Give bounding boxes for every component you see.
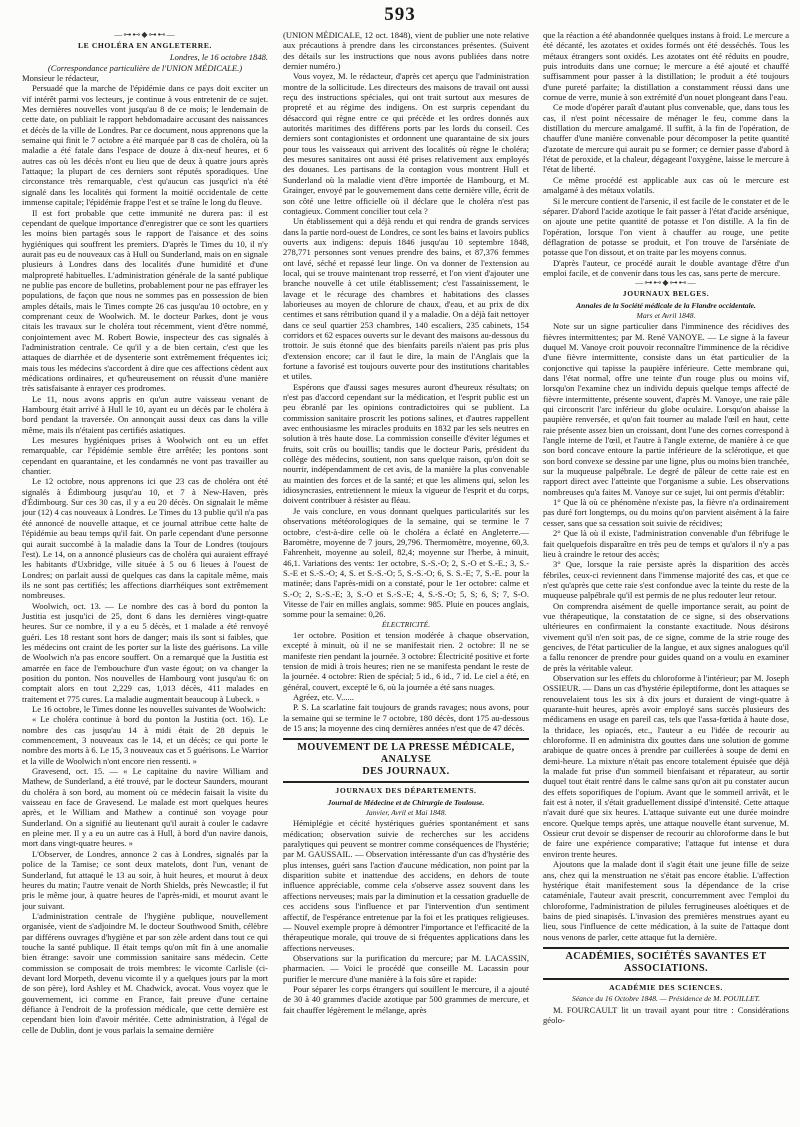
paragraph: « Le choléra continue à bord du ponton la Justitia (oct. 16). Le nombre des cas jusqu'au 14 à midi était de 28 depuis le commencement, 3 nouveaux cas le 14, et un décès; ce qui porte le nombre des morts à 6. Le 15, 3 nouveaux cas et 5 guérisons. Le Warrior et la ville de Woolwich n'ont encore rien ressenti. » [22,714,268,766]
column-3 [543,30,789,1120]
paragraph: M. FOURCAULT lit un travail ayant pour titre : Considérations géolo- [543,1004,789,1025]
sub-heading: JOURNAUX DES DÉPARTEMENTS. [335,786,477,796]
journal-date: Mars et Avril 1848. [636,310,696,320]
page-number: 593 [384,4,416,25]
academy-heading: ACADÉMIE DES SCIENCES. [609,982,723,992]
paragraph: L'Observer, de Londres, annonce 2 cas à Londres, signalés par la police de la Tamise; ce sont deux matelots, dont l'un, venant de Sunderland, fut attaqué le 13 au soir, à huit heures, et mourut à deux heures du matin; l'autre venait de North Shields, près Newcastle; il fut pris le même jour, à quatre heures de l'après-midi, et mourut avant le jour suivant. [22,848,268,911]
paragraph: Woolwich, oct. 13. — Le nombre des cas à bord du ponton la Justitia est jusqu'ici de 25, dont 6 dans les dernières vingt-quatre heures. Sur ce nombre, il y a eu 5 décès, et 1 malade a été renvoyé guéri. Les 18 restant sont hors de danger; mais ils sont si faibles, que les médecins ont craint de les porter sur la liste des guérisons. La ville de Woolwich n'a pas encore souffert. On a remarqué que la Justitia est amarrée en face de l'embouchure d'un vaste égout; on va changer la position du ponton. Nos nouvelles de Hambourg vont jusqu'au 6: on comptait alors en tout 2,229 cas, 1,013 décès, 411 malades en traitement et 775 cures. La maladie augmentait beaucoup à Lubeck. » [22,600,268,704]
paragraph: Persuadé que la marche de l'épidémie dans ce pays doit exciter un vif intérêt parmi vos lecteurs, je continue à vous entretenir de ce sujet. Mes dernières nouvelles vont jusqu'au 8 de ce mois; le lendemain de cette date, on publiait le rapport hebdomadaire accusant des naissances et décès de la ville de Londres. Par ce document, nous apprenons que la semaine qui finit le 7 octobre a été marquée par 8 cas de choléra, où la maladie a été fatale dans l'espace de douze à dix-neuf heures, et 6 autres cas où les décès n'ont eu lieu que de deux à quatre jours après l'attaque; la plupart de ces derniers sont réputés sporadiques. Une circonstance très remarquable, c'est qu'aucun cas jusqu'ici n'a été signalé dans les localités qui forment la moitié occidentale de cette immense capitale; l'épidémie frappe l'est et se traîne le long du fleuve. [22,83,268,208]
section-heading-line: MOUVEMENT DE LA PRESSE MÉDICALE, ANALYSE [297,742,515,766]
paragraph: L'administration centrale de l'hygiène publique, nouvellement organisée, vient de s'adjoindre M. le docteur Southwood Smith, célèbre par différens ouvrages d'hygiène et par son zèle ardent dans tout ce qui touche la santé publique. Il était temps qu'on mît fin à une anomalie bien étrange: savoir une commission sanitaire sans médecin. Cette commission se composait de trois membres: le vicomte Carlisle (ci-devant lord Morpeth, devenu vicomte il y a quelques jours par la mort de son père), lord Ashley et M. Chadwick, avocat. Vous voyez que le gouvernement, ici comme en France, fait preuve d'une certaine défiance à l'endroit de la profession médicale, que cette dernière est cependant bien loin d'avoir méritée. Cette administration, à l'égal de celle de Dublin, dont je vous parlais la semaine dernière [22,910,268,1035]
paragraph: Observation sur les effets du chloroforme à l'intérieur; par M. Joseph OSSIEUR. — Dans un cas d'hystérie épileptiforme, dont les attaques se renouvelaient tous les six à dix jours et duraient de vingt-quatre à quarante-huit heures, après avoir employé sans succès plusieurs des médicamens en usage en pareil cas, tels que l'assa-fœtida à haute dose, la thridace, les opiacés, etc., l'auteur a eu l'idée de recourir au chloroforme. Il en administra dix gouttes dans une solution de gomme arabique de quatre onces à prendre par cuillerées à soupe de demi en demi-heure. La mixture n'était pas encore totalement épuisée que déjà la malade fut prise d'un sommeil bienfaisant et réparateur, au sortir duquel tout était rentré dans le calme sans qu'on ait pu constater aucun des effets soporifiques de l'opium. Avant que le sommeil arrivât, et le fait est à noter, il s'était graduellement dissipé d'intensité. Cette attaque n'avait duré que six heures. L'attaque suivante eut une durée moindre encore. Quelque temps après, une attaque nouvelle étant survenue, M. Ossieur crut devoir se dispenser de recourir au chloroforme dans le but de faire une expérience comparative; l'attaque fut intense et dura environ trente heures. [543,672,789,859]
paragraph: Observations sur la purification du mercure; par M. LACASSIN, pharmacien. — Voici le procédé que conseille M. Lacassin pour purifier le mercure d'une manière à la fois sûre et rapide: [283,952,529,984]
section-heading [283,738,529,783]
section-heading [543,947,789,980]
paragraph: Ce mode d'opérer paraît d'autant plus convenable, que, dans tous les cas, il n'est point nécessaire de ménager le feu, comme dans la distillation du mercure amalgamé. Il suffit, à la fin de l'opération, de chauffer d'une manière convenable pour décomposer la petite quantité d'azotate de mercure qui aurait pu se former; ce dernier passe d'abord à l'état de peroxide, et la chaleur, dégageant l'oxygène, laisse le mercure à l'état de liberté. [543,102,789,175]
paragraph: Les mesures hygiéniques prises à Woolwich ont eu un effet remarquable, car l'épidémie semble être arrêtée; les pontons sont cependant en quarantaine, et les condamnés ne vont pas travailler au chantier. [22,435,268,477]
paragraph: Note sur un signe particulier dans l'imminence des récidives des fièvres intermittentes; par M. René VANOYE. — Le signe à la faveur duquel M. Vanoye croit pouvoir reconnaître l'imminence de la récidive d'une fièvre intermittente, consiste dans un état particulier de la conjonctive qui tapisse la paupière inférieure. Cette membrane qui, dans l'état normal, offre une teinte d'un rouge plus ou moins vif, lorsqu'on l'examine chez un individu depuis quelque temps affecté de fièvre intermittente, présente souvent, d'après M. Vanoye, une raie pâle qui circonscrit l'arc inférieur du globe oculaire. Lorsqu'on abaisse la paupière renversée, et qu'on fait tourner au malade l'œil en haut, cette raie présente assez bien un croissant, dont l'une des cornes correspond à l'angle interne de l'œil, et l'autre à l'angle externe, de manière à ce que son bord concave entoure la partie inférieure de la sclérotique, et que son bord convexe se dessine par une ligne, plus ou moins bien tranchée, sur la muqueuse palpébrale. Le degré de pâleur de cette raie est en rapport direct avec l'atteinte que l'organisme a subie. Les observations nombreuses qu'a faites M. Vanoye sur ce sujet, lui ont permis d'établir: [543,321,789,497]
journal-title: Journal de Médecine et de Chirurgie de Toulouse. [327,797,485,807]
signature-line: Agréez, etc. V...... [293,692,354,702]
paragraph: que la réaction a été abandonnée quelques instans à froid. Le mercure a été décanté, les azotates et oxides formés ont été desséchés. Tous les métaux étrangers sont oxidés. Les azotates ont été réduits en poudre, puis introduits dans une cornue; le mercure a été ajouté et chauffé suffisamment pour passer à la distillation; le produit a été toujours d'une pureté parfaite; la distillation a constamment réussi dans une cornue de verre, munie à son extrémité d'un nouet plongeant dans l'eau. [543,30,789,103]
ornament-divider: —⊶⊷◆⊶⊷— [114,30,176,39]
paragraph: 3° Que, lorsque la raie persiste après la disparition des accès fébriles, ceux-ci reviennent dans l'immense majorité des cas, et que ce n'est qu'après que cette raie s'est confondue avec la teinte du reste de la muqueuse palpébrale qu'il est permis de ne plus redouter leur retour. [543,559,789,601]
ornament-divider: —⊶⊷◆⊶⊷— [635,278,697,288]
subsection-title: ÉLECTRICITÉ. [381,619,431,629]
sub-heading: JOURNAUX BELGES. [622,289,710,299]
paragraph: Espérons que d'aussi sages mesures auront d'heureux résultats; on n'est pas d'accord cependant sur la médication, et l'esprit public est un peu ébranlé par les opinions contradictoires qui se publient. La commission sanitaire proscrit les potions salines, et d'autres rappellent avec enthousiasme les miracles produits en 1832 par les sels neutres en solution à très haute dose. La commission conseille d'éviter légumes et fruits, soit crûs ou bouillis; tandis que le docteur Paris, président du collège des médecins, soutient, non sans quelque raison, qu'on doit se nourrir, indépendamment de cet avis, de la manière la plus convenable au maintien des forces et de la santé; et que les alimens qui, selon les idiosyncrasies, entretiennent le mieux la vigueur de l'esprit et du corps, doivent contribuer à résister au fléau. [283,381,529,506]
paragraph: On comprendra aisément de quelle importance serait, au point de vue thérapeutique, la constatation de ce signe, si des observations ultérieures en confirmaient la constante exactitude. Nous désirons vivement qu'il n'en soit pas, de ce signe, comme de la strie rouge des gencives, de l'état particulier de la langue, et aux signes analogues qu'il a fallu renoncer de prendre pour guides quand on a voulu en examiner de près la véritable valeur. [543,600,789,673]
paragraph: (UNION MÉDICALE, 12 oct. 1848), vient de publier une note relative aux précautions à prendre dans les circonstances présentes. (Suivent des détails sur les instructions que nous avons publiées dans notre dernier numéro.) [283,30,529,72]
paragraph: Pour séparer les corps étrangers qui souillent le mercure, il a ajouté de 30 à 40 grammes d'acide azotique par 500 grammes de mercure, et fait chauffer légèrement le mélange, après [283,983,529,1015]
column-2 [283,30,529,1120]
paragraph: Hémiplégie et cécité hystériques guéries spontanément et sans médication; observation suivie de recherches sur les accidens paralytiques qui peuvent se montrer comme conséquences de l'hystérie; par M. GAUSSAIL. — Observation intéressante d'un cas d'hystérie des plus intenses, guéri sans l'action d'aucune médication, non point par la disparition subite et inattendue des accidens, en dehors de toute influence appréciable, comme cela s'observe assez souvent dans les affections nerveuses; mais par la diminution et la cessation graduelle de ces accidens sous l'influence et par l'intervention d'un sentiment affectif, de l'espérance entretenue par la foi et les pratiques religieuses. — Nouvel exemple propre à démontrer l'importance et l'efficacité de la thérapeutique morale, qui trouve de si fréquentes applications dans les affections nerveuses. [283,818,529,953]
journal-date: Janvier, Avril et Mai 1848. [365,808,447,818]
session-line: Séance du 16 Octobre 1848. — Présidence de M. POUILLET. [571,994,761,1004]
paragraph: Un établissement qui a déjà rendu et qui rendra de grands services dans la partie nord-ouest de Londres, ce sont les bains et lavoirs publics ouverts aux indigens: depuis 1846 jusqu'au 10 septembre 1848, 278,771 personnes sont venues prendre des bains, et 87,376 femmes ont lavé, séché et repassé leur linge. On va donner de l'extension au local, qui se trouve maintenant trop resserré, et l'on vient d'ajouter une branche nouvelle à cet utile établissement; c'est l'assainissement, le lavage et le récurage des chambres et habitations des classes laborieuses au moyen de chlorure de chaux, d'eau, et au prix de dix centimes et sans rétribution quand il y a maladie. On a déjà fait nettoyer dans ce seul quartier 253 chambres, 140 escaliers, 235 cabinets, 154 corridors et 62 espaces ouverts sur le devant des maisons au-dessous du trottoir. Je suis étonné que des bienfaits pareils n'aient pas pris plus d'extension encore; car il faut le dire, la main de l'Anglais que la fortune a favorisé est toujours ouverte pour des institutions charitables et utiles. [283,216,529,382]
paragraph: Il est fort probable que cette immunité ne durera pas: il est cependant de quelque importance d'enregistrer que ce sont les quartiers les moins bien partagés sous le rapport de l'aisance et des soins hygiéniques qui souffrent les premiers. D'après le Times du 10, il n'y aurait pas eu de nouveaux cas à Hull ou Sunderland, mais on en signale plusieurs à Londres dans des localités d'une humidité et d'une malpropreté habituelles. L'administration générale de la santé publique ne publie pas encore de bulletins, probablement pour ne pas effrayer les populations, de façon que nous ne sommes pas en possession de bien amples détails, mais le Times compte 26 cas jusqu'au 10 octobre, en y comprenant ceux de Woolwich. M. le docteur Parkes, dont je vous citais les travaux sur le choléra tout récemment, vient d'être nommé, conjointement avec M. Robert Bowie, inspecteur des cas signalés à l'administration centrale. Ce qu'il y a de bien certain, c'est que les attaques de diarrhée et de dysenterie sont extrêmement fréquentes ici; mais tous les médecins s'accordent à dire que ces affections cèdent aux médications ordinaires, et qu'heureusement on réussit d'une manière très satisfaisante à enrayer ces prodromes. [22,207,268,394]
article-heading: LE CHOLÉRA EN ANGLETERRE. [78,41,212,50]
correspondence-note: (Correspondance particulière de l'UNION MÉDICALE.) [47,62,243,73]
paragraph: 1er octobre. Position et tension modérée à chaque observation, excepté à minuit, où il ne se manifestait rien. 2 octobre: Il ne se manifeste rien pendant la journée. 3 octobre: Électricité positive et forte tension de midi à trois heures; rien ne se manifesta pendant le reste de la journée. 4 octobre: Rien de spécial; 5 id., 6 id., 7 id. Le ciel a été, en général, couvert, excepté le 6, où la journée a été sans nuages. [283,629,529,692]
paragraph: Je vais conclure, en vous donnant quelques particularités sur les observations météorologiques de la semaine, qui se termine le 7 octobre, c'est-à-dire celle où le choléra a éclaté en Angleterre.—Baromètre, moyenne de 7 jours, 29,796. Thermomètre, moyenne, 60,3. Fahrenheit, moyenne au soleil, 82,4; moyenne sur l'herbe, à minuit, 46,1. Variations des vents: 1er octobre, S.-S.-O; 2, S.-O et S.-E.; 3, S.-S.-E et S.-S.-O; 4, S. et S.-S.-O; 5, S.-S.-O; 6, S. S.-E; 7, S.-E. pour la matinée; dans l'après-midi on a constaté, pour le 1er octobre: calme et S.-O; 2, S.-S.-E; 3, S.-O et S.-S.-E; 4, S.-S.-O; 5, S; 6, S; 7, S-O. Vitesse de l'air en milles anglais, somme: 985. Pluie en pouces anglais, somme pour la semaine: 0,26. [283,505,529,620]
paragraph: Le 16 octobre, le Times donne les nouvelles suivantes de Woolwich: [32,704,266,714]
paragraph: P. S. La scarlatine fait toujours de grands ravages; nous avons, pour la semaine qui se termine le 7 octobre, 180 décès, dont 175 au-dessous de 15 ans; la moyenne des cinq dernières années n'est que de 47 décès. [283,702,529,734]
paragraph: 1° Que là où ce phénomène n'existe pas, la fièvre n'a ordinairement pas duré fort longtemps, ou du moins qu'on parvient aisément à la faire cesser, sans que sa cessation soit suivie de récidives; [543,497,789,528]
paragraph: Le 11, nous avons appris en qu'un autre vaisseau venant de Hambourg était arrivé à Hull le 10, ayant eu un décès par le choléra à bord pendant la traversée. On annonçait aussi deux cas dans la ville même, mais ils n'étaient pas certifiés asiatiques. [22,393,268,435]
paragraph: Ce même procédé est applicable aux cas où le mercure est amalgamé à des métaux volatils. [543,174,789,196]
paragraph: 2° Que là où il existe, l'administration convenable d'un fébrifuge le fait quelquefois disparaître en très peu de temps et qu'alors il n'y a pas lieu à craindre le retour des accès; [543,528,789,559]
paragraph: Gravesend, oct. 15. — « Le capitaine du navire William and Mathew, de Sunderland, a été trouvé, par le docteur Saunders, mourant du choléra à son bord, au moment où ce médecin faisait la visite du vaisseau en face de Gravesend. Le malade est mort quelques heures après, et le William and Mathew a continué son voyage pour Sunderland. On a signifié au lieutenant qu'il aurait à couler le cadavre en pleine mer. Il y a eu un autre cas à Hull, à bord d'un navire danois, mort dans vingt-quatre heures. » [22,766,268,849]
paragraph: Vous voyez, M. le rédacteur, d'après cet aperçu que l'administration montre de la sollicitude. Les directeurs des maisons de travail ont aussi reçu des instructions spéciales, qui ont trait surtout aux mesures de propreté et au régime des indigens. On est surpris cependant du désaccord qui règne entre ce qui précède et les ordres donnés aux autorités maritimes des différens ports par les lords du conseil. Ces derniers sont contagionistes et ordonnent une quarantaine de six jours pour tous les vaisseaux qui arrivent des localités où règne le choléra; des mesures sanitaires ont aussi été prises relativement aux employés des douanes. Les partisans de la contagion vous montrent Hull et Sunderland où la maladie vient d'être importée de Hambourg, et M. Grainger, envoyé par le gouvernement dans cette dernière ville, écrit de son côté une lettre officielle où il déclare que le choléra n'est pas contagieux. Comment concilier tout cela ? [283,71,529,216]
section-heading-line: ACADÉMIES, SOCIÉTÉS SAVANTES ET ASSOCIATIONS. [565,950,767,974]
paragraph: Si le mercure contient de l'arsenic, il est facile de le constater et de le séparer. D'abord l'acide azotique le fait passer à l'état d'acide arsénique, on ajoute une petite quantité de potasse et l'on distille. A la fin de l'opération, lorsque l'on vient à chauffer au rouge, une petite déflagration de potasse se produit, et l'on trouve de l'arséniate de potasse que l'on dissout, et on traite par les moyens connus. [543,195,789,258]
column-1 [22,30,268,1120]
paragraph: Ajoutons que la malade dont il s'agit était une jeune fille de seize ans, chez qui la menstruation ne s'était pas encore établie. L'affection hystérique était manifestement sous la dépendance de la crise cataméniale, l'auteur avait prescrit, concurremment avec l'emploi du chloroforme, l'administration de pilules ferrugineuses aloétiques et de bains de pied sinapisés. L'invasion des premières menstrues ayant eu lieu, sous l'influence de cette médication, à la suite de l'attaque dont nous venons de parler, cette attaque fut la dernière. [543,859,789,942]
paragraph: D'après l'auteur, ce procédé aurait le double avantage d'être d'un emploi facile, et de convenir dans tous les cas, sans perte de mercure. [543,257,789,278]
dateline: Londres, le 16 octobre 1848. [169,52,268,63]
journal-title: Annales de la Société médicale de la Flandre occidentale. [576,300,756,310]
paragraph: Le 12 octobre, nous apprenons ici que 23 cas de choléra ont été signalés à Édimbourg jusqu'au 10, et 7 à New-Haven, près d'Édimbourg. Sur ces 30 cas, il y a eu 20 décès. On signalait le même jour (12) 4 cas nouveaux à Londres. Le Times du 13 publie qu'il n'a pas été annoncé de nouvelle attaque, et ce journal attribue cette halte de l'épidémie au beau temps qu'il fait. On parle cependant d'une personne qui aurait succombé à la maladie dans la Tour de Londres (toujours l'est). Le 14, on a annoncé plusieurs cas de choléra qui auraient effrayé les habitants d'Uxbridge, ville située à 5 ou 6 lieues à l'ouest de Londres; on parlait aussi de quelques cas dans la capitale même, mais ils ne sont pas certifiés; les affections diarrhéiques sont extrêmement nombreuses. [22,476,268,601]
section-heading-line: DES JOURNAUX. [362,766,450,778]
salutation: Monsieur le rédacteur, [22,73,99,84]
